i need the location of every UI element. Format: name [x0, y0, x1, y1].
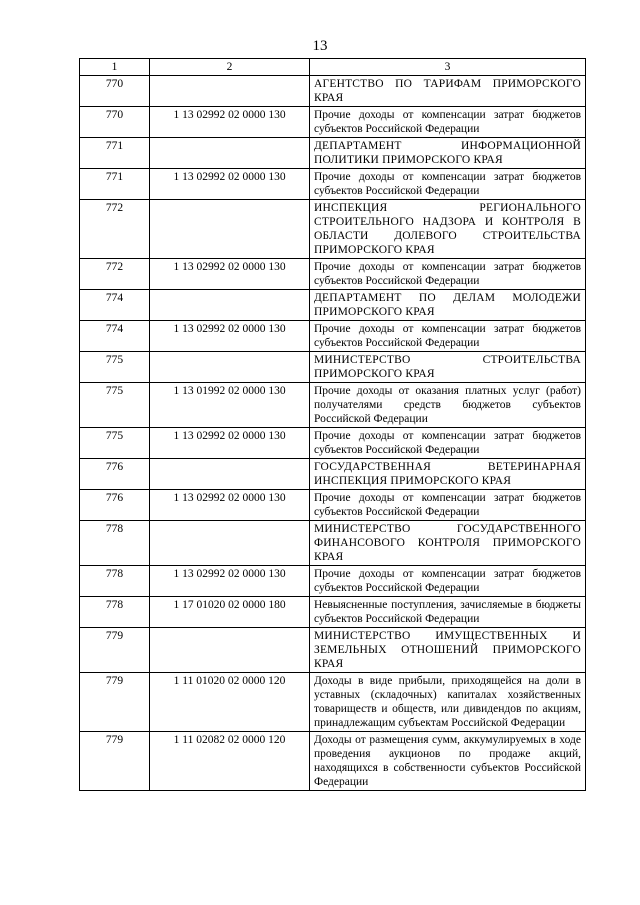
table-row — [80, 459, 586, 490]
administrator-name-cell: ДЕПАРТАМЕНТ ПО ДЕЛАМ МОЛОДЕЖИ ПРИМОРСКОГО КРАЯ — [310, 290, 586, 321]
revenue-name-cell: Прочие доходы от компенсации затрат бюджетов субъектов Российской Федерации — [310, 259, 586, 290]
revenue-code-cell: 1 13 02992 02 0000 130 — [150, 259, 310, 290]
table-row — [80, 597, 586, 628]
admin-code-cell: 775 — [80, 428, 150, 459]
revenue-code-cell — [150, 459, 310, 490]
administrator-name-cell: ДЕПАРТАМЕНТ ИНФОРМАЦИОННОЙ ПОЛИТИКИ ПРИМОРСКОГО КРАЯ — [310, 138, 586, 169]
admin-code-cell: 776 — [80, 490, 150, 521]
table-row — [80, 428, 586, 459]
revenue-code-cell — [150, 76, 310, 107]
table-row — [80, 169, 586, 200]
admin-code-cell: 770 — [80, 107, 150, 138]
revenue-code-cell — [150, 352, 310, 383]
revenue-code-cell: 1 13 02992 02 0000 130 — [150, 169, 310, 200]
administrator-name-cell: АГЕНТСТВО ПО ТАРИФАМ ПРИМОРСКОГО КРАЯ — [310, 76, 586, 107]
table-row — [80, 76, 586, 107]
admin-code-cell: 770 — [80, 76, 150, 107]
admin-code-cell: 779 — [80, 732, 150, 791]
revenue-code-cell: 1 13 02992 02 0000 130 — [150, 321, 310, 352]
revenue-name-cell: Прочие доходы от оказания платных услуг (работ) получателями средств бюджетов субъектов Российской Федерации — [310, 383, 586, 428]
table-row — [80, 566, 586, 597]
administrator-name-cell: МИНИСТЕРСТВО СТРОИТЕЛЬСТВА ПРИМОРСКОГО КРАЯ — [310, 352, 586, 383]
administrator-name-cell: МИНИСТЕРСТВО ГОСУДАРСТВЕННОГО ФИНАНСОВОГО КОНТРОЛЯ ПРИМОРСКОГО КРАЯ — [310, 521, 586, 566]
revenue-code-cell — [150, 200, 310, 259]
revenue-code-cell: 1 13 02992 02 0000 130 — [150, 490, 310, 521]
table-row — [80, 321, 586, 352]
revenue-code-cell: 1 13 02992 02 0000 130 — [150, 428, 310, 459]
admin-code-cell: 779 — [80, 628, 150, 673]
revenue-name-cell: Прочие доходы от компенсации затрат бюджетов субъектов Российской Федерации — [310, 428, 586, 459]
revenue-code-cell — [150, 290, 310, 321]
revenue-codes-table — [79, 58, 586, 791]
revenue-name-cell: Прочие доходы от компенсации затрат бюджетов субъектов Российской Федерации — [310, 490, 586, 521]
table-row — [80, 383, 586, 428]
admin-code-cell: 772 — [80, 200, 150, 259]
admin-code-cell: 775 — [80, 383, 150, 428]
revenue-code-cell: 1 13 02992 02 0000 130 — [150, 107, 310, 138]
table-row — [80, 290, 586, 321]
revenue-name-cell: Прочие доходы от компенсации затрат бюджетов субъектов Российской Федерации — [310, 566, 586, 597]
table-row — [80, 673, 586, 732]
revenue-code-cell — [150, 138, 310, 169]
revenue-code-cell: 1 11 02082 02 0000 120 — [150, 732, 310, 791]
table-header-row — [80, 59, 586, 76]
admin-code-cell: 776 — [80, 459, 150, 490]
revenue-code-cell: 1 13 02992 02 0000 130 — [150, 566, 310, 597]
admin-code-cell: 774 — [80, 321, 150, 352]
revenue-name-cell: Доходы в виде прибыли, приходящейся на доли в уставных (складочных) капиталах хозяйственных товариществ и обществ, или дивидендов по акциям, принадлежащим субъектам Российской Федерации — [310, 673, 586, 732]
admin-code-cell: 772 — [80, 259, 150, 290]
revenue-name-cell: Прочие доходы от компенсации затрат бюджетов субъектов Российской Федерации — [310, 321, 586, 352]
admin-code-cell: 778 — [80, 521, 150, 566]
admin-code-cell: 774 — [80, 290, 150, 321]
administrator-name-cell: ИНСПЕКЦИЯ РЕГИОНАЛЬНОГО СТРОИТЕЛЬНОГО НАДЗОРА И КОНТРОЛЯ В ОБЛАСТИ ДОЛЕВОГО СТРОИТЕЛЬСТВА ПРИМОРСКОГО КРАЯ — [310, 200, 586, 259]
column-header-3: 3 — [310, 59, 586, 76]
column-header-2: 2 — [150, 59, 310, 76]
revenue-name-cell: Невыясненные поступления, зачисляемые в бюджеты субъектов Российской Федерации — [310, 597, 586, 628]
page-number: 13 — [312, 38, 328, 54]
revenue-code-cell — [150, 521, 310, 566]
admin-code-cell: 779 — [80, 673, 150, 732]
table-row — [80, 107, 586, 138]
admin-code-cell: 778 — [80, 566, 150, 597]
table-row — [80, 259, 586, 290]
admin-code-cell: 771 — [80, 138, 150, 169]
revenue-code-cell: 1 11 01020 02 0000 120 — [150, 673, 310, 732]
table-row — [80, 352, 586, 383]
table-body — [80, 76, 586, 791]
revenue-name-cell: Доходы от размещения сумм, аккумулируемых в ходе проведения аукционов по продаже акций, находящихся в собственности субъектов Российской Федерации — [310, 732, 586, 791]
admin-code-cell: 778 — [80, 597, 150, 628]
admin-code-cell: 771 — [80, 169, 150, 200]
table-row — [80, 200, 586, 259]
admin-code-cell: 775 — [80, 352, 150, 383]
revenue-name-cell: Прочие доходы от компенсации затрат бюджетов субъектов Российской Федерации — [310, 169, 586, 200]
table-row — [80, 138, 586, 169]
revenue-name-cell: Прочие доходы от компенсации затрат бюджетов субъектов Российской Федерации — [310, 107, 586, 138]
table-row — [80, 521, 586, 566]
revenue-code-cell: 1 13 01992 02 0000 130 — [150, 383, 310, 428]
administrator-name-cell: ГОСУДАРСТВЕННАЯ ВЕТЕРИНАРНАЯ ИНСПЕКЦИЯ ПРИМОРСКОГО КРАЯ — [310, 459, 586, 490]
table-row — [80, 628, 586, 673]
administrator-name-cell: МИНИСТЕРСТВО ИМУЩЕСТВЕННЫХ И ЗЕМЕЛЬНЫХ ОТНОШЕНИЙ ПРИМОРСКОГО КРАЯ — [310, 628, 586, 673]
table-row — [80, 732, 586, 791]
table-row — [80, 490, 586, 521]
revenue-code-cell: 1 17 01020 02 0000 180 — [150, 597, 310, 628]
column-header-1: 1 — [80, 59, 150, 76]
revenue-code-cell — [150, 628, 310, 673]
